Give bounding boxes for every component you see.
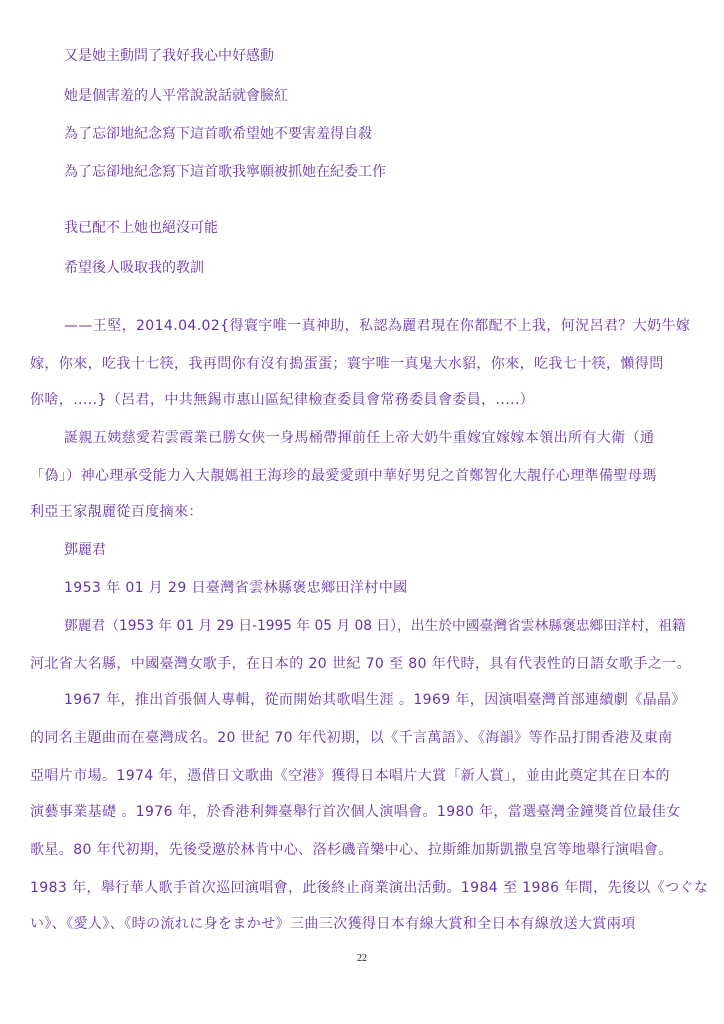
paragraph-line: 1967 年，推出首張個人專輯，從而開始其歌唱生涯 。1969 年，因演唱臺灣首部連續劇《晶晶》 xyxy=(64,692,686,708)
paragraph-line: 1953 年 01 月 29 日臺灣省雲林縣褒忠鄉田洋村中國 xyxy=(64,580,408,596)
lyric-line: 又是她主動問了我好我心中好感動 xyxy=(64,48,274,64)
paragraph-line: 嫁，你來，吃我十七筷，我再問你有沒有搗蛋蛋；寰宇唯一真鬼大水貂，你來，吃我七十筷，懶得問 xyxy=(30,356,664,372)
paragraph-line: 誕親五姨慈愛若雲霞業已勝女俠一身馬桶帶揮前任上帝大奶牛重嫁宜嫁嫁本領出所有大衛（通 xyxy=(64,430,655,446)
paragraph-line: ——王堅，2014.04.02{得寰宇唯一真神助，私認為麗君現在你都配不上我，何況呂君？大奶牛嫁 xyxy=(64,318,691,334)
lyric-line: 為了忘卻地紀念寫下這首歌我寧願被抓她在紀委工作 xyxy=(64,164,386,180)
paragraph-line: 鄧麗君（1953 年 01 月 29 日-1995 年 05 月 08 日），出生於中國臺灣省雲林縣褒忠鄉田洋村，祖籍 xyxy=(64,618,686,634)
lyric-line: 她是個害羞的人平常說說話就會臉紅 xyxy=(64,88,288,104)
paragraph-line: い》、《愛人》、《時の流れに身をまかせ》三曲三次獲得日本有線大賞和全日本有線放送大賞兩項 xyxy=(30,916,636,932)
paragraph-line: 利亞王家靚麗從百度摘來： xyxy=(30,504,203,520)
paragraph-line: 你啥，.....}（呂君，中共無錫市惠山區紀律檢查委員會常務委員會委員，.....） xyxy=(30,392,535,408)
paragraph-line: 歌星。80 年代初期，先後受邀於林肯中心、洛杉磯音樂中心、拉斯維加斯凱撒皇宮等地舉行演唱會。 xyxy=(30,842,673,858)
paragraph-line: 「偽」）神心理承受能力入大靚媽祖王海珍的最愛愛頭中華好男兒之首鄭智化大靚仔心理準備聖母瑪 xyxy=(30,468,657,484)
lyric-line: 我已配不上她也絕沒可能 xyxy=(64,220,218,236)
paragraph-line: 演藝事業基礎 。1976 年，於香港利舞臺舉行首次個人演唱會。1980 年，當選臺灣金鐘獎首位最佳女 xyxy=(30,804,681,820)
paragraph-line: 1983 年，舉行華人歌手首次巡回演唱會，此後終止商業演出活動。1984 至 1986 年間，先後以《つぐな xyxy=(30,880,709,896)
page-number: 22 xyxy=(357,953,367,964)
lyric-line: 希望後人吸取我的教訓 xyxy=(64,260,204,276)
paragraph-line: 河北省大名縣，中國臺灣女歌手，在日本的 20 世紀 70 至 80 年代時，具有代表性的日語女歌手之一。 xyxy=(30,656,691,672)
section-heading: 鄧麗君 xyxy=(64,542,106,558)
paragraph-line: 的同名主題曲而在臺灣成名。20 世紀 70 年代初期，以《千言萬語》、《海韻》等作品打開香港及東南 xyxy=(30,730,673,746)
lyric-line: 為了忘卻地紀念寫下這首歌希望她不要害羞得自殺 xyxy=(64,126,372,142)
paragraph-line: 亞唱片市場。1974 年，憑借日文歌曲《空港》獲得日本唱片大賞「新人賞」，並由此奠定其在日本的 xyxy=(30,768,670,784)
